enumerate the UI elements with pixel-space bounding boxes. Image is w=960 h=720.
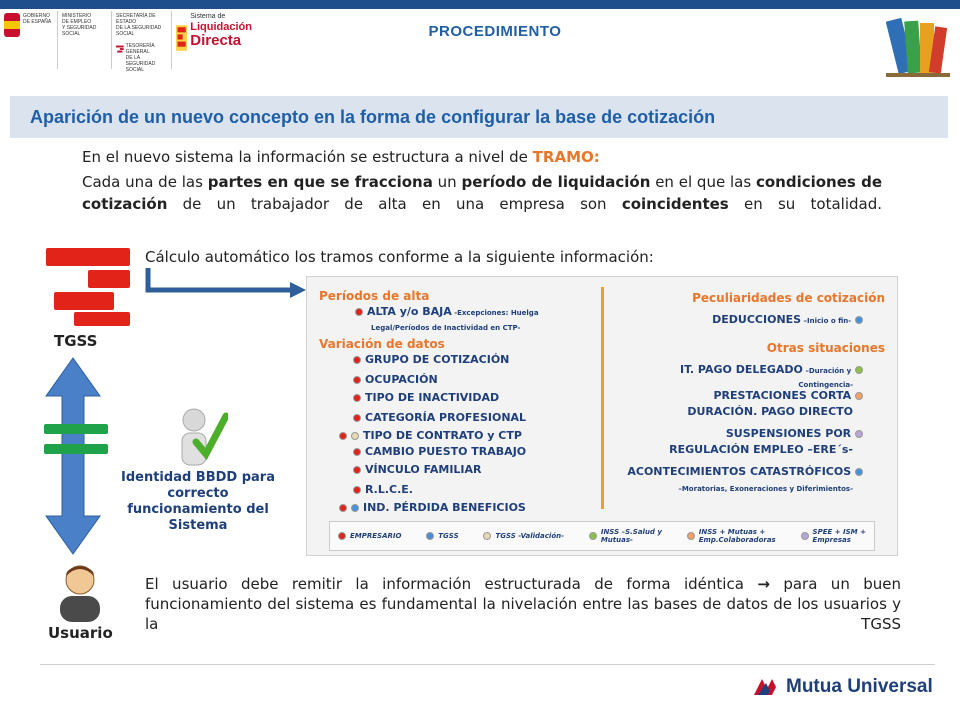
alta-baja-note: Legal/Períodos de Inactividad en CTP- bbox=[371, 324, 521, 332]
prestaciones-item-2: DURACIÓN. PAGO DIRECTO bbox=[687, 405, 853, 418]
definition-text: de un trabajador de alta en una empresa son bbox=[167, 195, 622, 213]
dot-icon bbox=[353, 486, 361, 494]
dot-icon bbox=[801, 532, 809, 540]
mutua-logo bbox=[754, 676, 933, 698]
legend-item: SPEE + ISM + Empresas bbox=[801, 528, 866, 544]
definition-text: Cada una de las bbox=[82, 173, 208, 191]
legend-item: TGSS -Validación- bbox=[483, 532, 564, 540]
definition-text: un bbox=[432, 173, 462, 191]
procedure-title: PROCEDIMIENTO bbox=[428, 23, 562, 40]
dot-icon bbox=[338, 532, 346, 540]
usuario-label: Usuario bbox=[48, 624, 113, 642]
dot-icon bbox=[855, 316, 863, 324]
dot-icon bbox=[589, 532, 597, 540]
dot-icon bbox=[353, 466, 361, 474]
variacion-item: GRUPO DE COTIZACIÓN bbox=[353, 353, 509, 366]
definition-keyword: período de liquidación bbox=[461, 173, 651, 191]
dot-icon bbox=[855, 468, 863, 476]
dot-icon bbox=[353, 394, 361, 402]
calc-line: Cálculo automático los tramos conforme a la siguiente información: bbox=[145, 248, 654, 266]
it-pago-item: IT. PAGO DELEGADO –Duración y bbox=[680, 363, 867, 376]
dot-icon bbox=[855, 392, 863, 400]
dot-icon bbox=[353, 414, 361, 422]
variacion-item: R.L.C.E. bbox=[353, 483, 413, 496]
dot-icon bbox=[353, 376, 361, 384]
person-check-icon bbox=[172, 406, 228, 470]
arrow-glyph: → bbox=[757, 575, 770, 593]
variacion-item: CATEGORÍA PROFESIONAL bbox=[353, 411, 526, 424]
definition-text: en su totalidad. bbox=[728, 195, 882, 213]
otras-title: Otras situaciones bbox=[766, 341, 885, 355]
dot-icon bbox=[483, 532, 491, 540]
legend-item: INSS –S.Salud y Mutuas- bbox=[589, 528, 662, 544]
top-bar bbox=[0, 0, 960, 9]
legend bbox=[329, 521, 875, 551]
tgss-logo-icon bbox=[44, 246, 134, 332]
bottom-text bbox=[145, 574, 901, 654]
prestaciones-item: PRESTACIONES CORTA bbox=[713, 389, 867, 402]
dot-icon bbox=[353, 448, 361, 456]
acontecimientos-note: –Moratorias, Exoneraciones y Diferimientos- bbox=[678, 485, 853, 493]
alta-baja-item: ALTA y/o BAJA -Excepciones: Huelga bbox=[355, 305, 539, 318]
legend-item: INSS + Mutuas + Emp.Colaboradoras bbox=[687, 528, 776, 544]
dot-icon bbox=[426, 532, 434, 540]
definition-text: en el que las bbox=[650, 173, 756, 191]
header bbox=[0, 9, 960, 79]
dot-icon bbox=[855, 366, 863, 374]
variacion-item: TIPO DE INACTIVIDAD bbox=[353, 391, 499, 404]
dot-icon bbox=[351, 432, 359, 440]
dot-icon bbox=[353, 356, 361, 364]
tgss-mini-icon bbox=[116, 43, 124, 57]
definition-keyword: partes en que se fracciona bbox=[207, 173, 433, 191]
identidad-label: Identidad BBDD para correcto funcionamiento del Sistema bbox=[121, 470, 275, 533]
variacion-item: OCUPACIÓN bbox=[353, 373, 438, 386]
suspensiones-item-2: REGULACIÓN EMPLEO –ERE´s- bbox=[669, 443, 853, 456]
dot-icon bbox=[855, 430, 863, 438]
variacion-title: Variación de datos bbox=[319, 337, 445, 351]
intro-text bbox=[82, 146, 882, 237]
spain-crest-icon bbox=[4, 13, 20, 37]
ministerio-logo: MINISTERIO DE EMPLEO Y SEGURIDAD SOCIAL bbox=[58, 11, 112, 69]
tramo-keyword: TRAMO: bbox=[532, 148, 600, 166]
variacion-item: IND. PÉRDIDA BENEFICIOS bbox=[339, 501, 526, 514]
dot-icon bbox=[339, 504, 347, 512]
definition-keyword: condiciones de cotización bbox=[82, 173, 882, 213]
mutua-brand: Mutua Universal bbox=[786, 676, 933, 697]
dot-icon bbox=[351, 504, 359, 512]
variacion-item: TIPO DE CONTRATO y CTP bbox=[339, 429, 522, 442]
bottom-text-run: El usuario debe remitir la información estructurada de forma idéntica bbox=[145, 575, 758, 593]
sld-logo-icon bbox=[176, 13, 187, 63]
gobierno-logo: GOBIERNO DE ESPAÑA bbox=[0, 11, 58, 69]
variacion-item: VÍNCULO FAMILIAR bbox=[353, 463, 482, 476]
peculiaridades-title: Peculiaridades de cotización bbox=[692, 291, 885, 305]
variacion-item: CAMBIO PUESTO TRABAJO bbox=[353, 445, 526, 458]
legend-item: TGSS bbox=[426, 532, 458, 540]
user-icon bbox=[52, 560, 108, 624]
dot-icon bbox=[687, 532, 695, 540]
institution-logos bbox=[0, 11, 256, 73]
books-icon bbox=[886, 13, 950, 79]
suspensiones-item: SUSPENSIONES POR bbox=[726, 427, 867, 440]
section-banner bbox=[10, 96, 948, 138]
legend-item: EMPRESARIO bbox=[338, 532, 401, 540]
banner-title: Aparición de un nuevo concepto en la forma de configurar la base de cotización bbox=[30, 107, 716, 127]
mutua-logo-icon bbox=[754, 679, 780, 695]
info-panel bbox=[306, 276, 898, 556]
tgss-label: TGSS bbox=[54, 332, 98, 350]
intro-line-1: En el nuevo sistema la información se estructura a nivel de TRAMO: bbox=[82, 148, 600, 166]
acontecimientos-item: ACONTECIMIENTOS CATASTRÓFICOS bbox=[627, 465, 867, 478]
equals-icon bbox=[42, 420, 110, 460]
bottom-text-run: para un buen funcionamiento del sistema es fundamental la nivelación entre las bases de datos de los usuarios y la TGSS bbox=[145, 575, 902, 633]
panel-divider bbox=[601, 287, 604, 509]
definition-keyword: coincidentes bbox=[621, 195, 729, 213]
dot-icon bbox=[355, 308, 363, 316]
dot-icon bbox=[339, 432, 347, 440]
deducciones-item: DEDUCCIONES –Inicio o fin- bbox=[712, 313, 867, 326]
arrow-icon bbox=[140, 266, 310, 306]
footer-divider bbox=[40, 664, 935, 665]
sld-logo: Sistema de Liquidación Directa bbox=[172, 11, 256, 69]
secretaria-logo: SECRETARÍA DE ESTADO DE LA SEGURIDAD SOCIAL TESORERÍA GENERAL DE LA SEGURIDAD SOCIAL bbox=[112, 11, 172, 69]
intro-definition bbox=[82, 171, 882, 237]
it-pago-note: Contingencia- bbox=[798, 381, 853, 389]
periodos-title: Períodos de alta bbox=[319, 289, 430, 303]
